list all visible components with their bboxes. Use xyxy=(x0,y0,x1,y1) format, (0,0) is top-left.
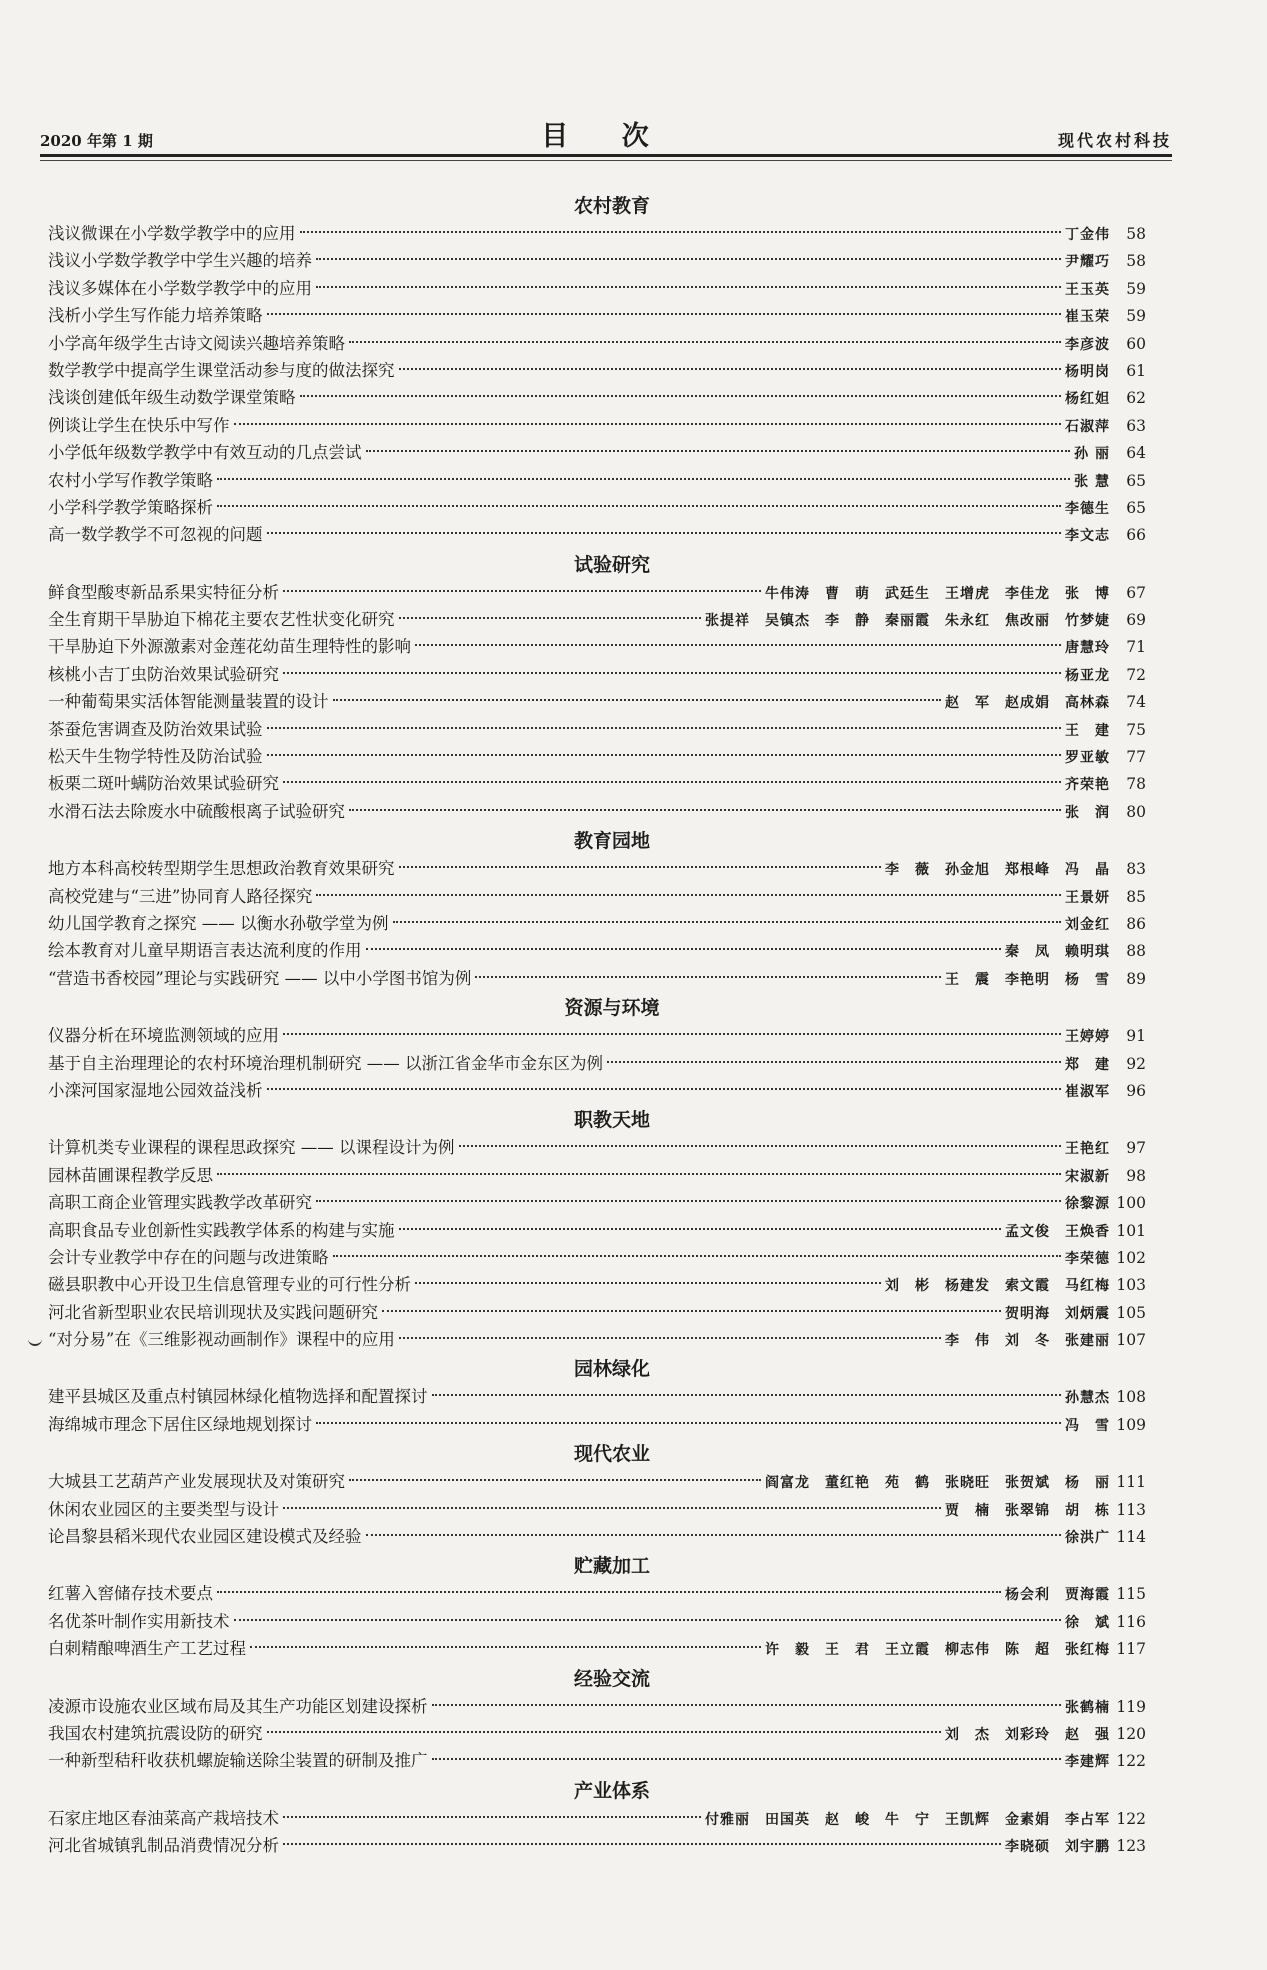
entry-title: 数学教学中提高学生课堂活动参与度的做法探究 xyxy=(48,360,395,380)
dot-leader xyxy=(217,505,1061,507)
entry-authors: 孙 丽 xyxy=(1074,446,1110,463)
entry-page-number: 59 xyxy=(1126,307,1146,326)
entry-authors: 唐慧玲 xyxy=(1065,640,1110,657)
toc-entry xyxy=(48,439,1146,466)
entry-authors: 李文志 xyxy=(1065,528,1110,545)
entry-page-number: 122 xyxy=(1116,1752,1146,1771)
toc-entry xyxy=(48,384,1146,411)
entry-authors: 冯 雪 xyxy=(1065,1417,1110,1434)
entry-page-number: 61 xyxy=(1126,361,1146,380)
toc-entry xyxy=(48,633,1146,660)
entry-page-number: 91 xyxy=(1126,1027,1146,1046)
dot-leader xyxy=(267,532,1062,534)
entry-authors: 宋淑新 xyxy=(1065,1168,1110,1185)
entry-page-number: 63 xyxy=(1126,416,1146,435)
entry-page-number: 59 xyxy=(1126,279,1146,298)
dot-leader xyxy=(607,1061,1061,1063)
page-title: 目 次 xyxy=(541,121,671,152)
toc-entry xyxy=(48,1411,1146,1438)
entry-authors: 徐 斌 xyxy=(1065,1614,1110,1631)
entry-title: 园林苗圃课程教学反思 xyxy=(48,1165,213,1185)
entry-title: 核桃小吉丁虫防治效果试验研究 xyxy=(48,664,279,684)
entry-authors: 刘 彬 杨建发 索文霞 马红梅 xyxy=(885,1278,1110,1295)
toc-entry xyxy=(48,1608,1146,1635)
toc-entry xyxy=(48,661,1146,688)
entry-title: 海绵城市理念下居住区绿地规划探讨 xyxy=(48,1414,312,1434)
section-title: 现代农业 xyxy=(573,1443,650,1466)
dot-leader xyxy=(382,1310,1001,1312)
section-title: 资源与环境 xyxy=(564,997,660,1020)
entry-page-number: 88 xyxy=(1126,942,1146,961)
section-title: 试验研究 xyxy=(573,553,650,576)
entry-authors: 张 慧 xyxy=(1074,473,1110,490)
dot-leader xyxy=(316,894,1061,896)
entry-authors: 王 震 李艳明 杨 雪 xyxy=(945,971,1110,988)
entry-authors: 李 薇 孙金旭 郑根峰 冯 晶 xyxy=(885,862,1110,879)
section-title: 园林绿化 xyxy=(573,1358,650,1381)
entry-authors: 牛伟涛 曹 萌 武廷生 王增虎 李佳龙 张 博 xyxy=(765,585,1110,602)
entry-page-number: 117 xyxy=(1116,1640,1146,1659)
dot-leader xyxy=(399,1337,941,1339)
entry-page-number: 108 xyxy=(1116,1388,1146,1407)
dot-leader xyxy=(393,921,1062,923)
toc-entry xyxy=(48,937,1146,964)
entry-authors: 贾 楠 张翠锦 胡 栋 xyxy=(945,1502,1110,1519)
entry-page-number: 115 xyxy=(1116,1585,1146,1604)
toc-entry xyxy=(48,1383,1146,1410)
entry-authors: 徐洪广 xyxy=(1065,1530,1110,1547)
entry-page-number: 122 xyxy=(1116,1809,1146,1828)
section-title: 贮藏加工 xyxy=(573,1555,650,1578)
entry-page-number: 78 xyxy=(1126,775,1146,794)
entry-page-number: 120 xyxy=(1116,1724,1146,1743)
entry-authors: 许 毅 王 君 王立霞 柳志伟 陈 超 张红梅 xyxy=(765,1642,1110,1659)
entry-page-number: 123 xyxy=(1116,1837,1146,1856)
dot-leader xyxy=(366,450,1071,452)
dot-leader xyxy=(267,1088,1062,1090)
dot-leader xyxy=(300,231,1062,233)
toc-entry xyxy=(48,855,1146,882)
entry-authors: 丁金伟 xyxy=(1065,227,1110,243)
entry-page-number: 116 xyxy=(1116,1612,1146,1631)
entry-authors: 王 建 xyxy=(1065,722,1110,739)
entry-page-number: 97 xyxy=(1126,1139,1146,1158)
toc-entry xyxy=(48,1693,1146,1720)
entry-title: “营造书香校园”理论与实践研究 —— 以中小学图书馆为例 xyxy=(48,968,472,988)
entry-title: 浅议小学数学教学中学生兴趣的培养 xyxy=(48,251,312,271)
toc-entry xyxy=(48,1271,1146,1298)
entry-title: 我国农村建筑抗震设防的研究 xyxy=(48,1723,263,1743)
dot-leader xyxy=(283,590,761,592)
toc-entry xyxy=(48,1326,1146,1353)
entry-authors: 贺明海 刘炳震 xyxy=(1005,1305,1110,1322)
entry-title: 磁县职教中心开设卫生信息管理专业的可行性分析 xyxy=(48,1275,411,1295)
entry-authors: 石淑萍 xyxy=(1065,418,1110,435)
entry-page-number: 75 xyxy=(1126,720,1146,739)
dot-leader xyxy=(349,341,1061,343)
entry-title: 白刺精酿啤酒生产工艺过程 xyxy=(48,1639,246,1659)
entry-authors: 罗亚敏 xyxy=(1065,750,1110,767)
entry-authors: 李荣德 xyxy=(1065,1250,1110,1267)
toc-entry xyxy=(48,521,1146,548)
entry-title: 一种葡萄果实活体智能测量装置的设计 xyxy=(48,692,329,712)
toc-entry xyxy=(48,1468,1146,1495)
toc-entry xyxy=(48,330,1146,357)
entry-title: 松天牛生物学特性及防治试验 xyxy=(48,747,263,767)
entry-authors: 张 润 xyxy=(1065,804,1110,821)
toc-entry xyxy=(48,798,1146,825)
toc-entry xyxy=(48,579,1146,606)
dot-leader xyxy=(459,1145,1062,1147)
toc-entry xyxy=(48,412,1146,439)
toc-entry xyxy=(48,1635,1146,1662)
entry-title: “对分易”在《三维影视动画制作》课程中的应用 xyxy=(48,1330,395,1350)
journal-name: 现代农村科技 xyxy=(1057,131,1172,150)
toc-entry xyxy=(48,716,1146,743)
toc-entry xyxy=(48,1580,1146,1607)
section-title: 教育园地 xyxy=(573,830,650,853)
entry-title: 一种新型秸秆收获机螺旋输送除尘装置的研制及推广 xyxy=(48,1751,428,1771)
toc-entry xyxy=(48,467,1146,494)
entry-page-number: 100 xyxy=(1116,1194,1146,1213)
entry-title: 全生育期干旱胁迫下棉花主要农艺性状变化研究 xyxy=(48,610,395,630)
entry-title: 茶蚕危害调查及防治效果试验 xyxy=(48,719,263,739)
dot-leader xyxy=(283,1843,1001,1845)
entry-authors: 尹耀巧 xyxy=(1065,254,1110,271)
entry-authors: 李德生 xyxy=(1065,500,1110,517)
dot-leader xyxy=(415,644,1061,646)
entry-title: 红薯入窖储存技术要点 xyxy=(48,1584,213,1604)
entry-page-number: 69 xyxy=(1126,611,1146,630)
toc-entry xyxy=(48,743,1146,770)
entry-page-number: 96 xyxy=(1126,1081,1146,1100)
entry-title: 大城县工艺葫芦产业发展现状及对策研究 xyxy=(48,1472,345,1492)
entry-page-number: 102 xyxy=(1116,1248,1146,1267)
entry-title: 石家庄地区春油菜高产栽培技术 xyxy=(48,1808,279,1828)
entry-page-number: 72 xyxy=(1126,665,1146,684)
entry-title: 凌源市设施农业区域布局及其生产功能区划建设探析 xyxy=(48,1696,428,1716)
toc-entry xyxy=(48,1189,1146,1216)
dot-leader xyxy=(366,948,1002,950)
entry-authors: 李建辉 xyxy=(1065,1754,1110,1771)
toc-entry xyxy=(48,1244,1146,1271)
dot-leader xyxy=(432,1394,1062,1396)
toc-entry xyxy=(48,770,1146,797)
entry-authors: 张提祥 吴镇杰 李 静 秦丽霞 朱永红 焦改丽 竹梦婕 xyxy=(705,613,1110,630)
entry-title: 例谈让学生在快乐中写作 xyxy=(48,415,230,435)
entry-page-number: 113 xyxy=(1116,1500,1146,1519)
entry-title: 绘本教育对儿童早期语言表达流利度的作用 xyxy=(48,941,362,961)
entry-title: 干旱胁迫下外源激素对金莲花幼苗生理特性的影响 xyxy=(48,637,411,657)
entry-page-number: 65 xyxy=(1126,471,1146,490)
dot-leader xyxy=(217,478,1070,480)
toc-entry xyxy=(48,1134,1146,1161)
entry-authors: 刘金红 xyxy=(1065,916,1110,933)
entry-title: 地方本科高校转型期学生思想政治教育效果研究 xyxy=(48,859,395,879)
toc-entry xyxy=(48,1805,1146,1832)
entry-authors: 李彦波 xyxy=(1065,336,1110,353)
dot-leader xyxy=(300,395,1062,397)
toc-entry xyxy=(48,606,1146,633)
entry-authors: 杨亚龙 xyxy=(1065,667,1110,684)
entry-page-number: 85 xyxy=(1126,887,1146,906)
toc-entry xyxy=(48,1832,1146,1859)
entry-title: 河北省新型职业农民培训现状及实践问题研究 xyxy=(48,1302,378,1322)
entry-authors: 王景妍 xyxy=(1065,889,1110,906)
section-title: 农村教育 xyxy=(573,195,650,217)
toc-entry xyxy=(48,1217,1146,1244)
toc-entry xyxy=(48,1162,1146,1189)
toc-entry xyxy=(48,1077,1146,1104)
dot-leader xyxy=(349,809,1061,811)
entry-authors: 秦 凤 赖明琪 xyxy=(1005,944,1110,961)
entry-title: 高职工商企业管理实践教学改革研究 xyxy=(48,1193,312,1213)
entry-title: 建平县城区及重点村镇园林绿化植物选择和配置探讨 xyxy=(48,1387,428,1407)
entry-page-number: 114 xyxy=(1116,1528,1146,1547)
entry-page-number: 80 xyxy=(1126,802,1146,821)
entry-page-number: 89 xyxy=(1126,969,1146,988)
entry-title: 幼儿国学教育之探究 —— 以衡水孙敬学堂为例 xyxy=(48,913,389,933)
entry-authors: 齐荣艳 xyxy=(1065,777,1110,794)
dot-leader xyxy=(283,672,1061,674)
entry-authors: 王艳红 xyxy=(1065,1141,1110,1158)
entry-page-number: 107 xyxy=(1116,1331,1146,1350)
table-of-contents xyxy=(48,190,1146,1860)
entry-title: 板栗二斑叶螨防治效果试验研究 xyxy=(48,774,279,794)
toc-entry xyxy=(48,220,1146,247)
toc-entry xyxy=(48,1496,1146,1523)
entry-authors: 王玉英 xyxy=(1065,281,1110,298)
toc-entry xyxy=(48,302,1146,329)
entry-title: 小滦河国家湿地公园效益浅析 xyxy=(48,1080,263,1100)
entry-authors: 崔玉荣 xyxy=(1065,309,1110,326)
entry-title: 高一数学教学不可忽视的问题 xyxy=(48,525,263,545)
dot-leader xyxy=(333,699,942,701)
entry-authors: 王婷婷 xyxy=(1065,1029,1110,1046)
issue-label: 2020 年第 1 期 xyxy=(40,132,153,150)
dot-leader xyxy=(432,1758,1062,1760)
entry-title: 浅析小学生写作能力培养策略 xyxy=(48,306,263,326)
entry-title: 河北省城镇乳制品消费情况分析 xyxy=(48,1836,279,1856)
entry-title: 基于自主治理理论的农村环境治理机制研究 —— 以浙江省金华市金东区为例 xyxy=(48,1053,603,1073)
entry-authors: 郑 建 xyxy=(1065,1056,1110,1073)
dot-leader xyxy=(316,258,1061,260)
entry-page-number: 74 xyxy=(1126,693,1146,712)
entry-title: 小学高年级学生古诗文阅读兴趣培养策略 xyxy=(48,333,345,353)
entry-page-number: 92 xyxy=(1126,1054,1146,1073)
entry-title: 论昌黎县稻米现代农业园区建设模式及经验 xyxy=(48,1527,362,1547)
entry-authors: 孙慧杰 xyxy=(1065,1390,1110,1407)
dot-leader xyxy=(475,976,941,978)
entry-page-number: 62 xyxy=(1126,389,1146,408)
entry-authors: 杨会利 贾海霞 xyxy=(1005,1587,1110,1604)
entry-authors: 张鹤楠 xyxy=(1065,1699,1110,1716)
entry-title: 休闲农业园区的主要类型与设计 xyxy=(48,1499,279,1519)
dot-leader xyxy=(349,1479,761,1481)
dot-leader xyxy=(267,727,1062,729)
toc-entry xyxy=(48,1720,1146,1747)
entry-page-number: 65 xyxy=(1126,498,1146,517)
dot-leader xyxy=(283,1507,941,1509)
toc-entry xyxy=(48,883,1146,910)
toc-entry xyxy=(48,494,1146,521)
toc-entry xyxy=(48,688,1146,715)
dot-leader xyxy=(316,286,1061,288)
entry-title: 小学低年级数学教学中有效互动的几点尝试 xyxy=(48,443,362,463)
dot-leader xyxy=(217,1591,1001,1593)
header-rule xyxy=(40,154,1172,157)
toc-entry xyxy=(48,247,1146,274)
entry-title: 会计专业教学中存在的问题与改进策略 xyxy=(48,1247,329,1267)
dot-leader xyxy=(283,1816,701,1818)
entry-page-number: 111 xyxy=(1116,1473,1146,1492)
section-title: 经验交流 xyxy=(573,1667,650,1690)
dot-leader xyxy=(234,423,1062,425)
entry-page-number: 98 xyxy=(1126,1166,1146,1185)
dot-leader xyxy=(432,1704,1062,1706)
toc-entry xyxy=(48,1050,1146,1077)
entry-title: 农村小学写作教学策略 xyxy=(48,470,213,490)
entry-title: 计算机类专业课程的课程思政探究 —— 以课程设计为例 xyxy=(48,1138,455,1158)
toc-entry xyxy=(48,1747,1146,1774)
entry-page-number: 60 xyxy=(1126,334,1146,353)
toc-entry xyxy=(48,1022,1146,1049)
dot-leader xyxy=(217,1173,1061,1175)
dot-leader xyxy=(415,1282,881,1284)
entry-authors: 杨红妲 xyxy=(1065,391,1110,408)
toc-entry xyxy=(48,1299,1146,1326)
dot-leader xyxy=(267,313,1062,315)
entry-page-number: 66 xyxy=(1126,526,1146,545)
dot-leader xyxy=(399,368,1062,370)
entry-authors: 李晓硕 刘宇鹏 xyxy=(1005,1839,1110,1856)
entry-title: 小学科学教学策略探析 xyxy=(48,497,213,517)
section-title: 职教天地 xyxy=(573,1109,650,1132)
toc-entry xyxy=(48,1523,1146,1550)
entry-title: 高校党建与“三进”协同育人路径探究 xyxy=(48,886,313,906)
entry-page-number: 101 xyxy=(1116,1221,1146,1240)
entry-page-number: 58 xyxy=(1126,252,1146,271)
entry-title: 浅议微课在小学数学教学中的应用 xyxy=(48,224,296,243)
dot-leader xyxy=(267,754,1062,756)
toc-entry xyxy=(48,910,1146,937)
entry-authors: 付雅丽 田国英 赵 峻 牛 宁 王凯辉 金素娟 李占军 xyxy=(705,1811,1110,1828)
dot-leader xyxy=(250,1646,761,1648)
dot-leader xyxy=(283,1033,1061,1035)
entry-authors: 刘 杰 刘彩玲 赵 强 xyxy=(945,1726,1110,1743)
dot-leader xyxy=(267,1731,942,1733)
entry-title: 水滑石法去除废水中硫酸根离子试验研究 xyxy=(48,801,345,821)
entry-title: 名优茶叶制作实用新技术 xyxy=(48,1611,230,1631)
entry-page-number: 77 xyxy=(1126,748,1146,767)
toc-entry xyxy=(48,357,1146,384)
entry-page-number: 67 xyxy=(1126,583,1146,602)
entry-page-number: 109 xyxy=(1116,1415,1146,1434)
entry-title: 高职食品专业创新性实践教学体系的构建与实施 xyxy=(48,1220,395,1240)
entry-authors: 崔淑军 xyxy=(1065,1083,1110,1100)
entry-title: 浅议多媒体在小学数学教学中的应用 xyxy=(48,278,312,298)
entry-page-number: 86 xyxy=(1126,914,1146,933)
toc-entry xyxy=(48,965,1146,992)
dot-leader xyxy=(399,1228,1002,1230)
dot-leader xyxy=(366,1534,1062,1536)
entry-title: 浅谈创建低年级生动数学课堂策略 xyxy=(48,388,296,408)
toc-entry xyxy=(48,275,1146,302)
dot-leader xyxy=(316,1422,1061,1424)
entry-page-number: 119 xyxy=(1116,1697,1146,1716)
entry-authors: 徐黎源 xyxy=(1065,1196,1110,1213)
entry-authors: 赵 军 赵成娟 高林森 xyxy=(945,695,1110,712)
entry-page-number: 58 xyxy=(1126,225,1146,243)
dot-leader xyxy=(399,866,882,868)
entry-authors: 杨明岗 xyxy=(1065,363,1110,380)
dot-leader xyxy=(316,1200,1061,1202)
page-header xyxy=(40,115,1172,157)
entry-title: 仪器分析在环境监测领域的应用 xyxy=(48,1026,279,1046)
entry-page-number: 105 xyxy=(1116,1303,1146,1322)
dot-leader xyxy=(333,1255,1062,1257)
entry-page-number: 103 xyxy=(1116,1276,1146,1295)
entry-authors: 李 伟 刘 冬 张建丽 xyxy=(945,1333,1110,1350)
dot-leader xyxy=(283,781,1061,783)
entry-authors: 阎富龙 董红艳 苑 鹤 张晓旺 张贺斌 杨 丽 xyxy=(765,1475,1110,1492)
entry-page-number: 64 xyxy=(1126,444,1146,463)
entry-page-number: 83 xyxy=(1126,860,1146,879)
entry-authors: 孟文俊 王焕香 xyxy=(1005,1223,1110,1240)
pen-mark xyxy=(28,1336,42,1346)
section-title: 产业体系 xyxy=(573,1779,650,1802)
entry-page-number: 71 xyxy=(1126,638,1146,657)
dot-leader xyxy=(234,1619,1062,1621)
entry-title: 鲜食型酸枣新品系果实特征分析 xyxy=(48,582,279,602)
dot-leader xyxy=(399,617,702,619)
header-rule-thin xyxy=(40,160,1172,161)
